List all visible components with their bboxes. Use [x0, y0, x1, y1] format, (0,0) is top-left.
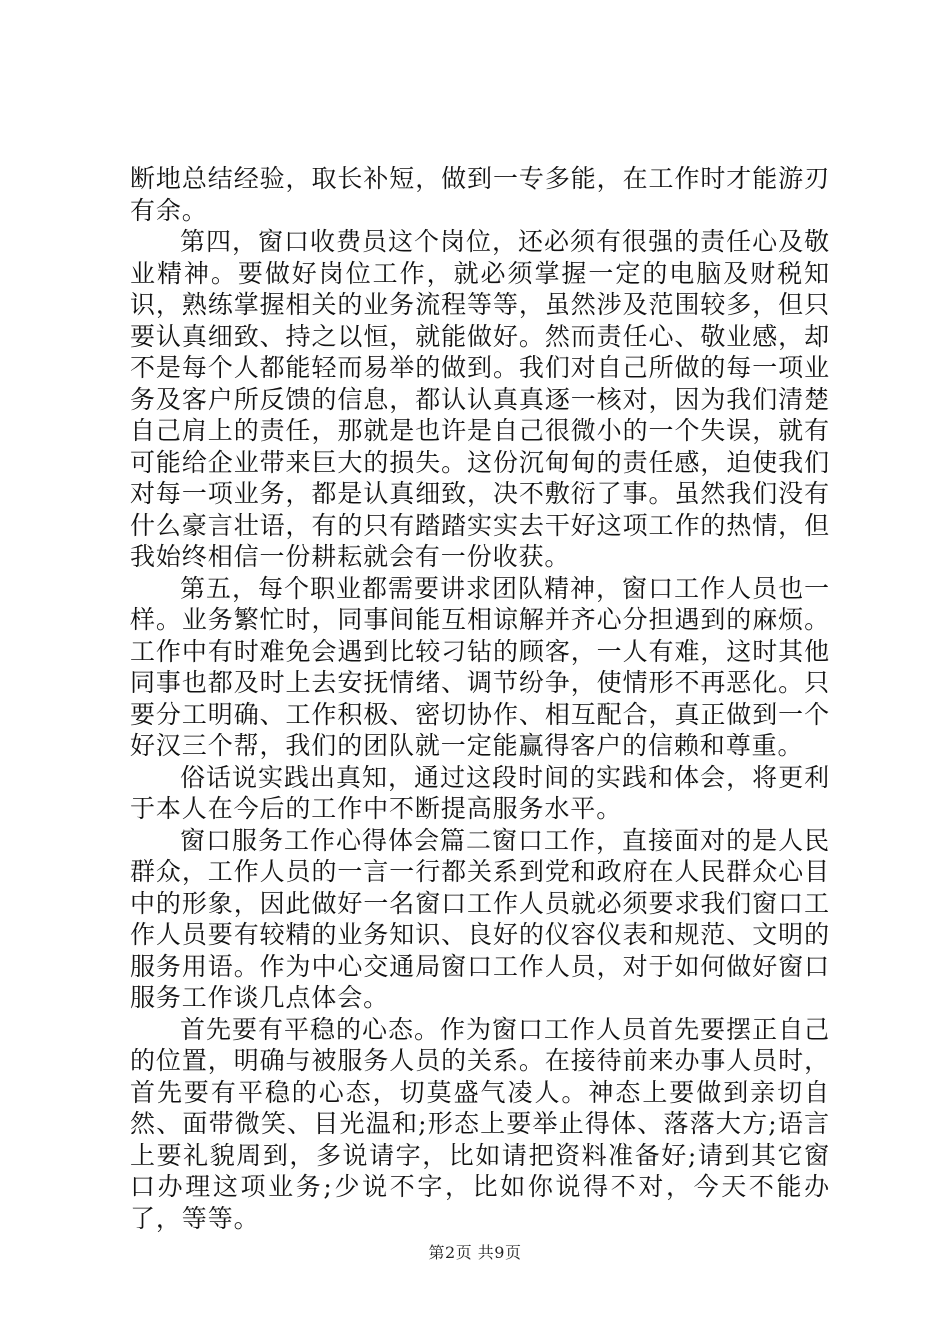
paragraph-fifth-point: 第五，每个职业都需要讲求团队精神，窗口工作人员也一样。业务繁忙时，同事间能互相谅解并齐心分担遇到的麻烦。工作中有时难免会遇到比较刁钻的顾客，一人有难，这时其他同事也都及时上去安抚情绪、调节纷争，使情形不再恶化。只要分工明确、工作积极、密切协作、相互配合，真正做到一个好汉三个帮，我们的团队就一定能赢得客户的信赖和尊重。 [130, 573, 830, 760]
paragraph-article-two-intro: 窗口服务工作心得体会篇二窗口工作，直接面对的是人民群众，工作人员的一言一行都关系到党和政府在人民群众心目中的形象，因此做好一名窗口工作人员就必须要求我们窗口工作人员要有较精的业务知识、良好的仪容仪表和规范、文明的服务用语。作为中心交通局窗口工作人员，对于如何做好窗口服务工作谈几点体会。 [130, 825, 830, 1012]
paragraph-summary: 俗话说实践出真知，通过这段时间的实践和体会，将更利于本人在今后的工作中不断提高服务水平。 [130, 762, 830, 823]
paragraph-continuation: 断地总结经验，取长补短，做到一专多能，在工作时才能游刃有余。 [130, 164, 830, 225]
page-number-footer: 第2页 共9页 [428, 1243, 522, 1262]
paragraph-fourth-point: 第四，窗口收费员这个岗位，还必须有很强的责任心及敬业精神。要做好岗位工作，就必须掌握一定的电脑及财税知识，熟练掌握相关的业务流程等等，虽然涉及范围较多，但只要认真细致、持之以恒，就能做好。然而责任心、敬业感，却不是每个人都能轻而易举的做到。我们对自己所做的每一项业务及客户所反馈的信息，都认认真真逐一核对，因为我们清楚自己肩上的责任，那就是也许是自己很微小的一个失误，就有可能给企业带来巨大的损失。这份沉甸甸的责任感，迫使我们对每一项业务，都是认真细致，决不敷衍了事。虽然我们没有什么豪言壮语，有的只有踏踏实实去干好这项工作的热情，但我始终相信一份耕耘就会有一份收获。 [130, 227, 830, 571]
document-body [130, 163, 830, 1234]
paragraph-calm-attitude: 首先要有平稳的心态。作为窗口工作人员首先要摆正自己的位置，明确与被服务人员的关系。在接待前来办事人员时，首先要有平稳的心态，切莫盛气凌人。神态上要做到亲切自然、面带微笑、目光温和;形态上要举止得体、落落大方;语言上要礼貌周到，多说请字，比如请把资料准备好;请到其它窗口办理这项业务;少说不字，比如你说得不对，今天不能办了，等等。 [130, 1014, 830, 1233]
